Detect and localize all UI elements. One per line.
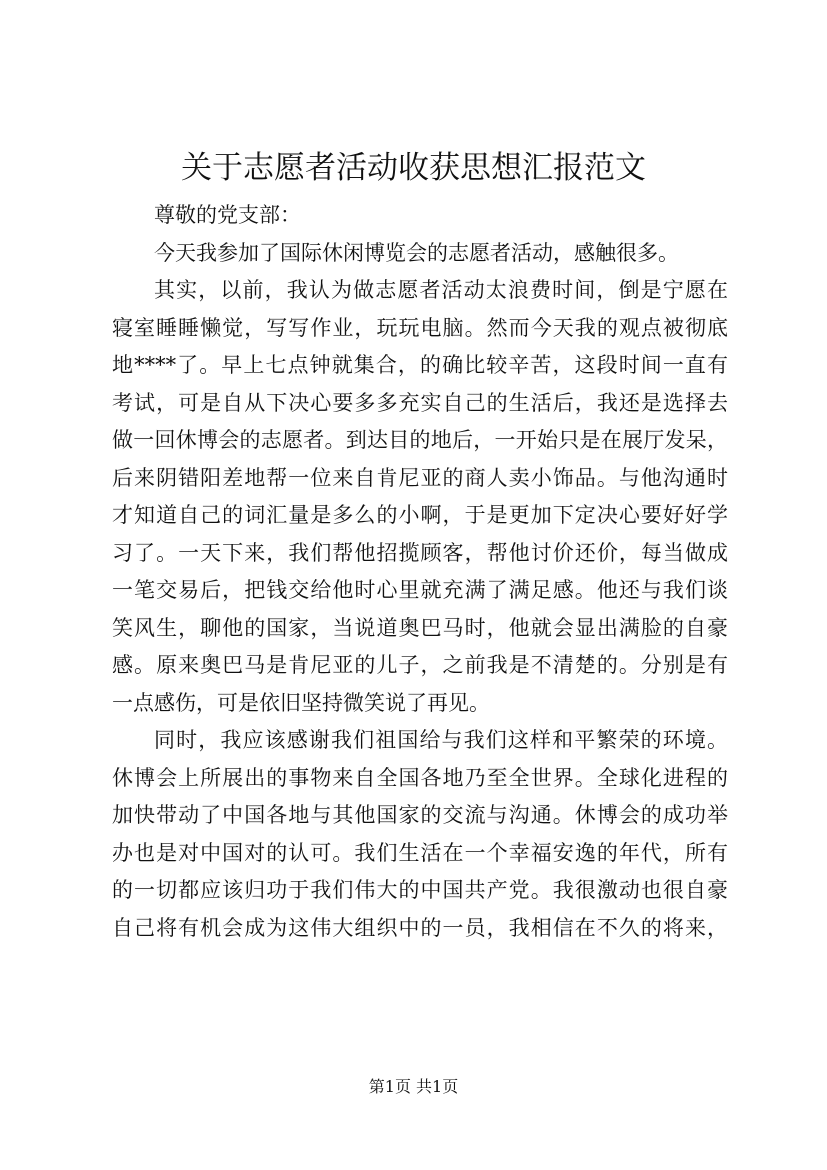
paragraph-line: 后来阴错阳差地帮一位来自肯尼亚的商人卖小饰品。与他沟通时: [112, 465, 728, 490]
paragraph-line: 今天我参加了国际休闲博览会的志愿者活动，感触很多。: [154, 240, 679, 265]
paragraph-line: 自己将有机会成为这伟大组织中的一员，我相信在不久的将来，: [112, 915, 728, 940]
document-title: 关于志愿者活动收获思想汇报范文: [181, 150, 646, 186]
salutation-line: 尊敬的党支部：: [154, 203, 301, 227]
paragraph-line: 的一切都应该归功于我们伟大的中国共产党。我很激动也很自豪: [112, 878, 728, 902]
paragraph-line: 办也是对中国对的认可。我们生活在一个幸福安逸的年代，所有: [112, 840, 728, 865]
document-body: [112, 197, 728, 947]
paragraph-line: 笑风生，聊他的国家，当说道奥巴马时，他就会显出满脸的自豪: [112, 615, 728, 640]
page-footer: 第1页 共1页: [368, 1077, 459, 1096]
paragraph-line: 考试，可是自从下决心要多多充实自己的生活后，我还是选择去: [112, 390, 728, 415]
paragraph-line: 寝室睡睡懒觉，写写作业，玩玩电脑。然而今天我的观点被彻底: [112, 315, 728, 340]
paragraph-line: 习了。一天下来，我们帮他招揽顾客，帮他讨价还价，每当做成: [112, 540, 728, 565]
paragraph-line: 才知道自己的词汇量是多么的小啊，于是更加下定决心要好好学: [112, 503, 728, 527]
paragraph-line: 加快带动了中国各地与其他国家的交流与沟通。休博会的成功举: [112, 803, 728, 827]
paragraph-line: 地****了。早上七点钟就集合，的确比较辛苦，这段时间一直有: [112, 353, 728, 377]
paragraph-line: 一笔交易后，把钱交给他时心里就充满了满足感。他还与我们谈: [112, 578, 728, 602]
paragraph-line: 同时，我应该感谢我们祖国给与我们这样和平繁荣的环境。: [154, 728, 728, 752]
paragraph-line: 感。原来奥巴马是肯尼亚的儿子，之前我是不清楚的。分别是有: [112, 653, 728, 677]
paragraph-line: 其实，以前，我认为做志愿者活动太浪费时间，倒是宁愿在: [154, 278, 728, 302]
paragraph-line: 休博会上所展出的事物来自全国各地乃至全世界。全球化进程的: [112, 765, 728, 790]
paragraph-line: 做一回休博会的志愿者。到达目的地后，一开始只是在展厅发呆，: [112, 428, 728, 452]
paragraph-line: 一点感伤，可是依旧坚持微笑说了再见。: [112, 690, 490, 715]
